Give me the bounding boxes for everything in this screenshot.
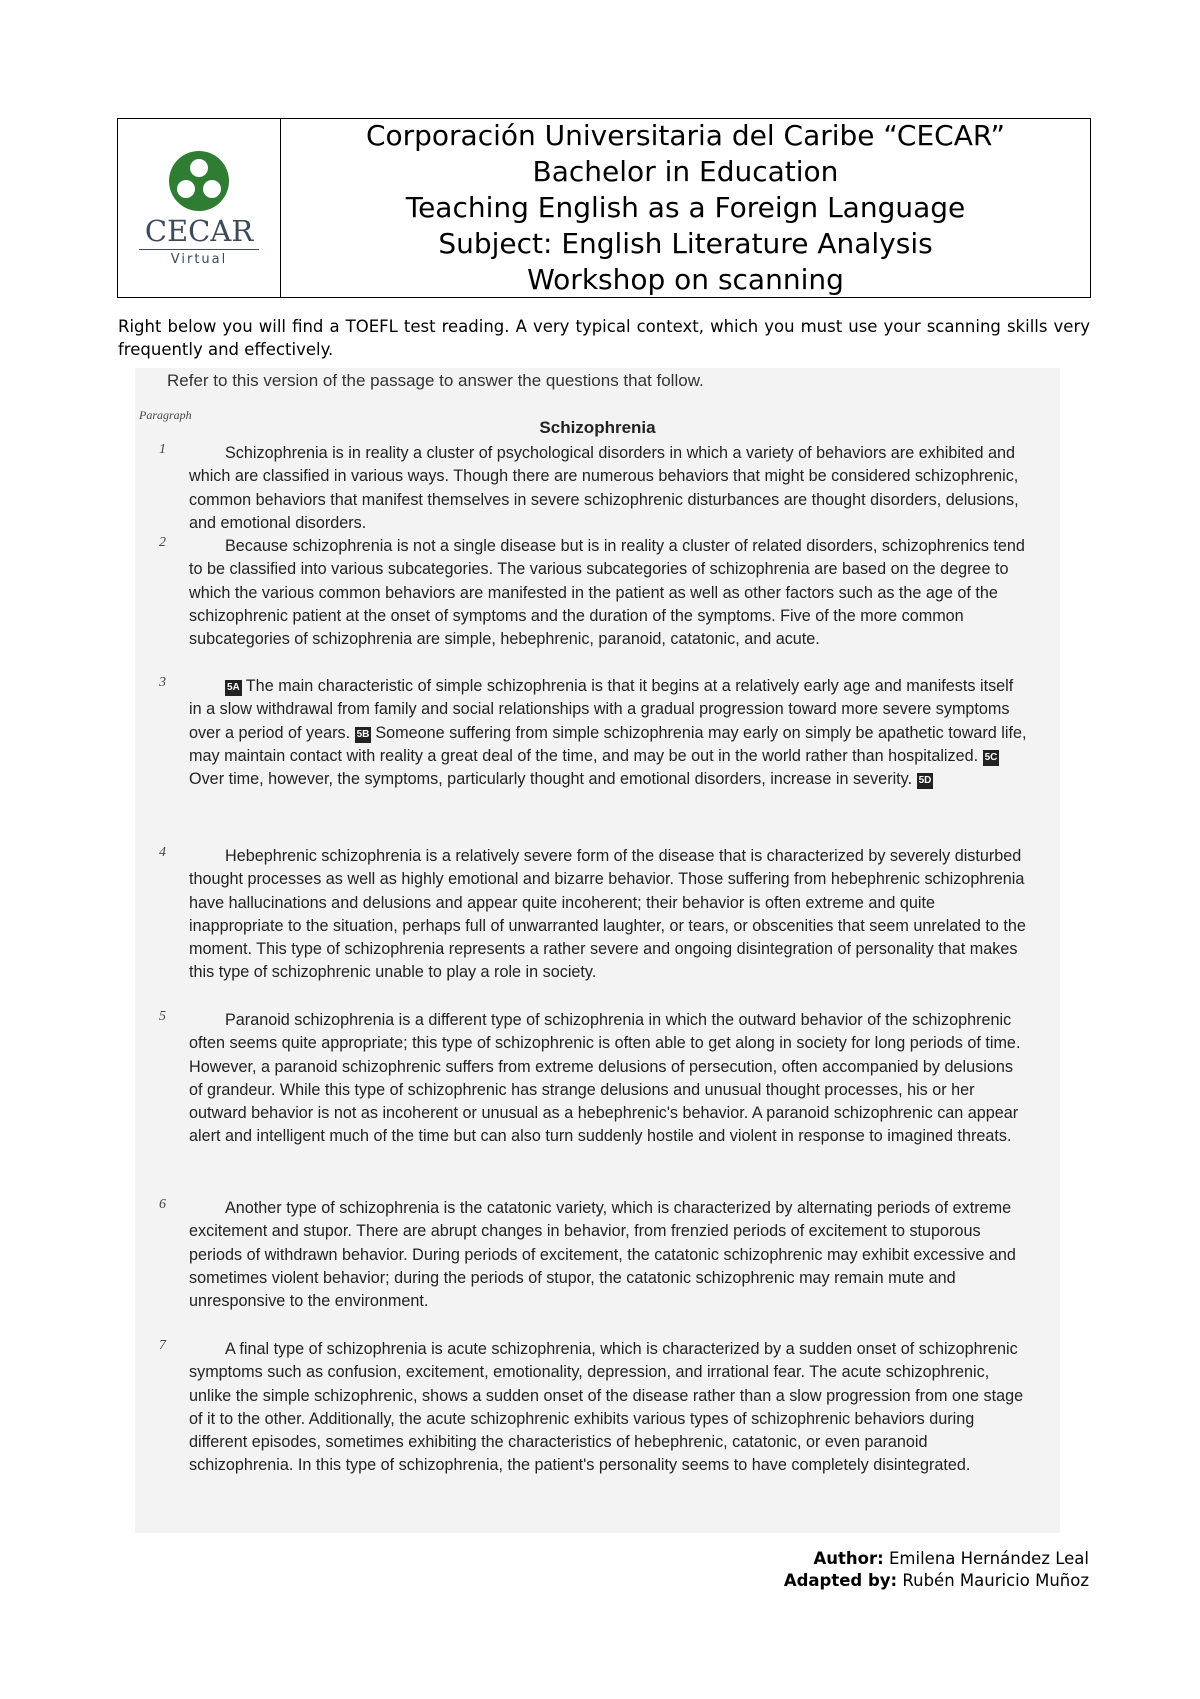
author-line: [784, 1548, 1089, 1570]
paragraph-3-segment-1: The main characteristic of simple schizophrenia is that it begins at a relatively early age and manifests itself in a slow withdrawal from family and social relationships with a gradual progression toward more severe symptoms over a period of years.: [189, 677, 1014, 742]
logo-divider: [139, 249, 259, 250]
insertion-marker-5a[interactable]: 5A: [225, 680, 242, 696]
header-title-line: Corporación Universitaria del Caribe “CECAR”: [365, 119, 1006, 152]
document-header: [117, 118, 1091, 298]
author-name: Emilena Hernández Leal: [883, 1549, 1089, 1568]
paragraph-number: 5: [159, 1009, 166, 1024]
logo-subtitle: Virtual: [170, 252, 228, 267]
header-title-line: Bachelor in Education: [532, 155, 839, 188]
intro-paragraph: Right below you will find a TOEFL test reading. A very typical context, which you must use your scanning skills very frequently and effectively.: [118, 317, 1090, 359]
paragraph-text: Hebephrenic schizophrenia is a relatively severe form of the disease that is characterized by severely disturbed thought processes as well as highly emotional and bizarre behavior. Those suffering from hebephrenic schizophrenia have hallucinations and delusions and appear quite incoherent; their behavior is often extreme and quite inappropriate to the situation, perhaps full of unwarranted laughter, or tears, or obscenities that seem unrelated to the moment. This type of schizophrenia represents a rather severe and ongoing disintegration of personality that makes this type of schizophrenic unable to play a role in society.: [189, 847, 1026, 982]
logo-wordmark: CECAR: [144, 214, 254, 248]
adapted-name: Rubén Mauricio Muñoz: [897, 1571, 1089, 1590]
header-title-line: Subject: English Literature Analysis: [438, 227, 933, 260]
paragraph-text: Another type of schizophrenia is the catatonic variety, which is characterized by alternating periods of extreme excitement and stupor. There are abrupt changes in behavior, from frenzied periods of excitement to stuporous periods of withdrawn behavior. During periods of excitement, the catatonic schizophrenic may exhibit excessive and sometimes violent behavior; during the periods of stupor, the catatonic schizophrenic may remain mute and unresponsive to the environment.: [189, 1199, 1016, 1311]
paragraph-text: Paranoid schizophrenia is a different type of schizophrenia in which the outward behavior of the schizophrenic often seems quite appropriate; this type of schizophrenic is often able to get along in society for long periods of time. However, a paranoid schizophrenic suffers from extreme delusions of persecution, often accompanied by delusions of grandeur. While this type of schizophrenic has strange delusions and unusual thought processes, his or her outward behavior is not as incoherent or unusual as a hebephrenic's behavior. A paranoid schizophrenic can appear alert and intelligent much of the time but can also turn suddenly hostile and violent in response to imagined threats.: [189, 1011, 1021, 1146]
paragraph-number: 3: [159, 675, 166, 690]
insertion-marker-5d[interactable]: 5D: [917, 773, 934, 789]
adapted-line: [784, 1570, 1089, 1592]
insertion-marker-5b[interactable]: 5B: [355, 727, 372, 743]
paragraph-number: 4: [159, 845, 166, 860]
cecar-logo: [118, 119, 281, 297]
credits: [784, 1548, 1089, 1592]
paragraph-number: 6: [159, 1197, 166, 1212]
header-title-block: [281, 119, 1090, 297]
paragraph-text: Schizophrenia is in reality a cluster of psychological disorders in which a variety of behaviors are exhibited and which are classified in various ways. Though there are numerous behaviors that might be considered schizophrenic, common behaviors that manifest themselves in severe schizophrenic disturbances are thought disorders, delusions, and emotional disorders.: [189, 444, 1019, 532]
paragraph-text: Because schizophrenia is not a single disease but is in reality a cluster of related disorders, schizophrenics tend to be classified into various subcategories. The various subcategories of schizophrenia are based on the degree to which the various common behaviors are manifested in the patient as well as other factors such as the age of the schizophrenic patient at the onset of symptoms and the duration of the symptoms. Five of the more common subcategories of schizophrenia are simple, hebephrenic, paranoid, catatonic, and acute.: [189, 537, 1025, 649]
passage-title: Schizophrenia: [539, 418, 656, 437]
paragraph-number: 1: [159, 442, 166, 457]
cecar-emblem-icon: [162, 149, 236, 213]
paragraph-column-label: Paragraph: [139, 408, 192, 422]
paragraph-3-segment-3: Over time, however, the symptoms, particularly thought and emotional disorders, increase in severity.: [189, 770, 913, 789]
insertion-marker-5c[interactable]: 5C: [983, 750, 1000, 766]
scanned-passage: [135, 368, 1060, 1533]
header-title-line: Teaching English as a Foreign Language: [405, 191, 966, 224]
author-label: Author:: [813, 1549, 884, 1568]
adapted-label: Adapted by:: [783, 1571, 898, 1590]
paragraph-3-segment-2: Someone suffering from simple schizophrenia may early on simply be apathetic toward life, may maintain contact with reality a great deal of the time, and may be out in the world rather than hospitalized.: [189, 723, 1027, 765]
paragraph-number: 2: [159, 535, 166, 550]
paragraph-text: A final type of schizophrenia is acute schizophrenia, which is characterized by a sudden onset of schizophrenic symptoms such as confusion, excitement, emotionality, depression, and irrational fear. The acute schizophrenic, unlike the simple schizophrenic, shows a sudden onset of the disease rather than a slow progression from one stage of it to the other. Additionally, the acute schizophrenic exhibits various types of schizophrenic behaviors during different episodes, sometimes exhibiting the characteristics of hebephrenic, catatonic, or even paranoid schizophrenia. In this type of schizophrenia, the patient's personality seems to have completely disintegrated.: [189, 1340, 1024, 1475]
paragraph-number: 7: [159, 1338, 166, 1353]
paragraph-text: [189, 675, 1029, 791]
header-title-line: Workshop on scanning: [527, 263, 844, 296]
passage-instruction: Refer to this version of the passage to answer the questions that follow.: [167, 371, 704, 390]
